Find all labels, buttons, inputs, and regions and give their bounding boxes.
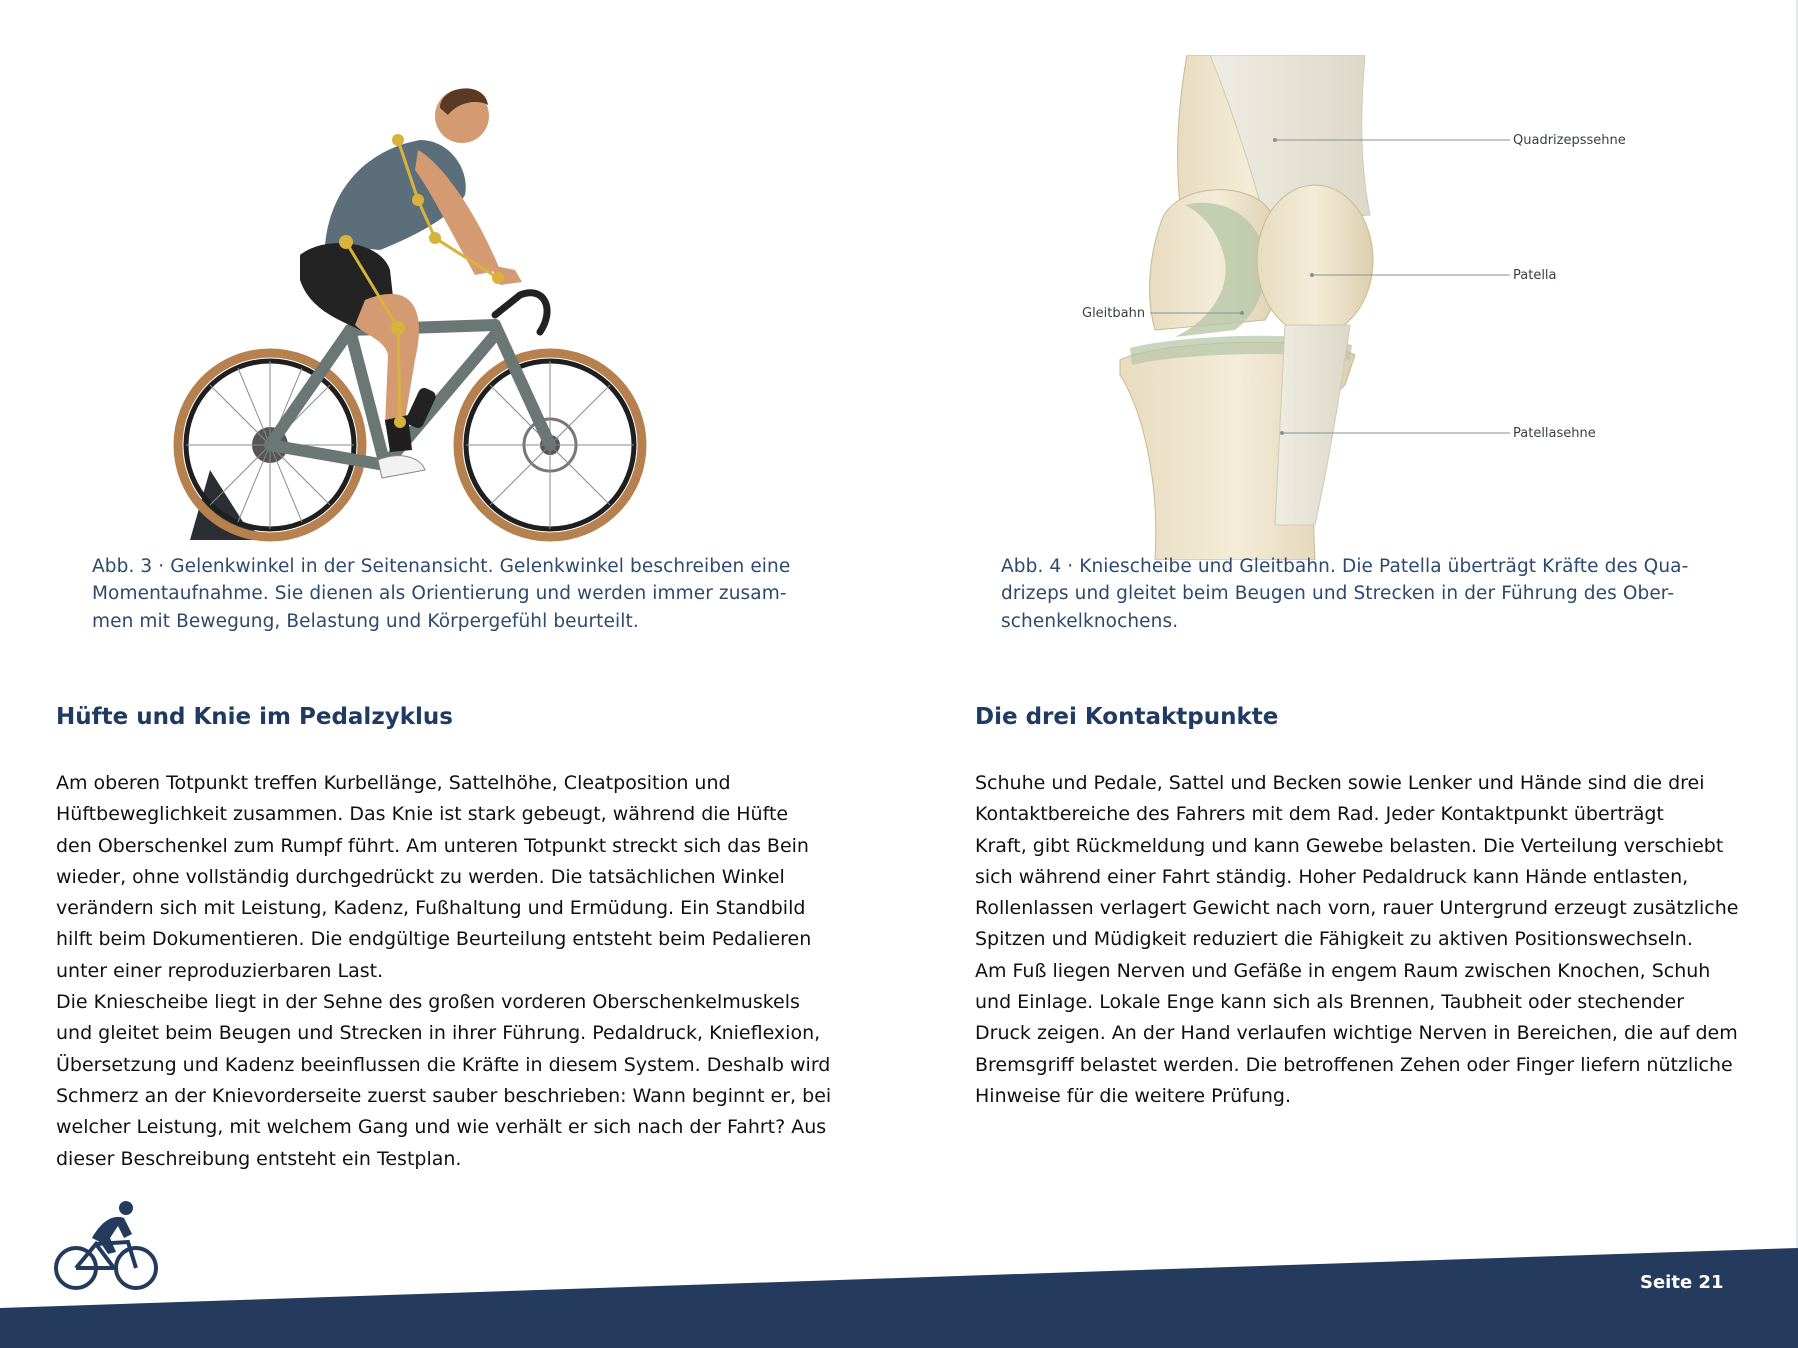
caption-line: Abb. 4 · Kniescheibe und Gleitbahn. Die Patella überträgt Kräfte des Qua- bbox=[1001, 556, 1689, 577]
figure-caption-abb-3 bbox=[92, 553, 792, 635]
paragraph-line: verändern sich mit Leistung, Kadenz, Fußhaltung und Ermüdung. Ein Standbild bbox=[56, 897, 806, 920]
section-heading-kontaktpunkte: Die drei Kontaktpunkte bbox=[975, 704, 1279, 730]
footer-band bbox=[0, 1248, 1798, 1348]
cyclist-logo-icon bbox=[52, 1198, 158, 1294]
section-body-kontaktpunkte bbox=[975, 768, 1755, 1112]
knee-anatomy-illustration bbox=[1060, 55, 1660, 560]
paragraph-line: Druck zeigen. An der Hand verlaufen wichtige Nerven in Bereichen, die auf dem bbox=[975, 1022, 1738, 1045]
paragraph-line: Kontaktbereiche des Fahrers mit dem Rad. Jeder Kontaktpunkt überträgt bbox=[975, 803, 1664, 826]
page-number: Seite 21 bbox=[1640, 1272, 1724, 1293]
paragraph-line: Spitzen und Müdigkeit reduziert die Fähigkeit zu aktiven Positionswechseln. bbox=[975, 928, 1693, 951]
label-patella: Patella bbox=[1513, 268, 1557, 283]
figure-caption-abb-4 bbox=[1001, 553, 1691, 635]
paragraph-line: Am oberen Totpunkt treffen Kurbellänge, Sattelhöhe, Cleatposition und bbox=[56, 772, 731, 794]
paragraph-line: unter einer reproduzierbaren Last. bbox=[56, 959, 384, 982]
paragraph-line: dieser Beschreibung entsteht ein Testplan. bbox=[56, 1147, 462, 1170]
paragraph-line: welcher Leistung, mit welchem Gang und wie verhält er sich nach der Fahrt? Aus bbox=[56, 1116, 827, 1139]
paragraph-line: Hinweise für die weitere Prüfung. bbox=[975, 1084, 1292, 1107]
paragraph-line: Übersetzung und Kadenz beeinflussen die Kräfte in diesem System. Deshalb wird bbox=[56, 1053, 831, 1076]
cyclist-illustration bbox=[150, 70, 690, 550]
paragraph-line: wieder, ohne vollständig durchgedrückt zu werden. Die tatsächlichen Winkel bbox=[56, 865, 785, 888]
paragraph-line: und Einlage. Lokale Enge kann sich als Brennen, Taubheit oder stechender bbox=[975, 991, 1685, 1014]
caption-line: Momentaufnahme. Sie dienen als Orientierung und werden immer zusam- bbox=[92, 583, 787, 605]
caption-line: men mit Bewegung, Belastung und Körpergefühl beurteilt. bbox=[92, 610, 639, 632]
section-heading-pedalzyklus: Hüfte und Knie im Pedalzyklus bbox=[56, 704, 453, 730]
caption-line: schenkelknochens. bbox=[1001, 610, 1179, 632]
label-quadrizepssehne: Quadrizepssehne bbox=[1513, 133, 1626, 148]
paragraph-line: Bremsgriff belastet werden. Die betroffenen Zehen oder Finger liefern nützliche bbox=[975, 1053, 1733, 1076]
label-gleitbahn: Gleitbahn bbox=[1082, 306, 1146, 321]
paragraph-line: den Oberschenkel zum Rumpf führt. Am unteren Totpunkt streckt sich das Bein bbox=[56, 834, 809, 857]
paragraph-line: Kraft, gibt Rückmeldung und kann Gewebe belasten. Die Verteilung verschiebt bbox=[975, 834, 1724, 857]
paragraph-line: Am Fuß liegen Nerven und Gefäße in engem Raum zwischen Knochen, Schuh bbox=[975, 959, 1711, 982]
paragraph-line: und gleitet beim Beugen und Strecken in ihrer Führung. Pedaldruck, Knieflexion, bbox=[56, 1022, 821, 1045]
paragraph-line: sich während einer Fahrt ständig. Hoher Pedaldruck kann Hände entlasten, bbox=[975, 865, 1689, 888]
paragraph-line: Schmerz an der Knievorderseite zuerst sauber beschrieben: Wann beginnt er, bei bbox=[56, 1084, 832, 1107]
paragraph-line: Hüftbeweglichkeit zusammen. Das Knie ist stark gebeugt, während die Hüfte bbox=[56, 803, 789, 826]
paragraph-line: Rollenlassen verlagert Gewicht nach vorn, rauer Untergrund erzeugt zusätzliche bbox=[975, 897, 1739, 920]
paragraph-line: Die Kniescheibe liegt in der Sehne des großen vorderen Oberschenkelmuskels bbox=[56, 991, 800, 1014]
label-patellasehne: Patellasehne bbox=[1513, 426, 1596, 441]
caption-line: Abb. 3 · Gelenkwinkel in der Seitenansicht. Gelenkwinkel beschreiben eine bbox=[92, 556, 791, 577]
caption-line: drizeps und gleitet beim Beugen und Strecken in der Führung des Ober- bbox=[1001, 583, 1675, 605]
section-body-pedalzyklus bbox=[56, 768, 846, 1175]
paragraph-line: hilft beim Dokumentieren. Die endgültige Beurteilung entsteht beim Pedalieren bbox=[56, 928, 812, 951]
paragraph-line: Schuhe und Pedale, Sattel und Becken sowie Lenker und Hände sind die drei bbox=[975, 772, 1705, 794]
